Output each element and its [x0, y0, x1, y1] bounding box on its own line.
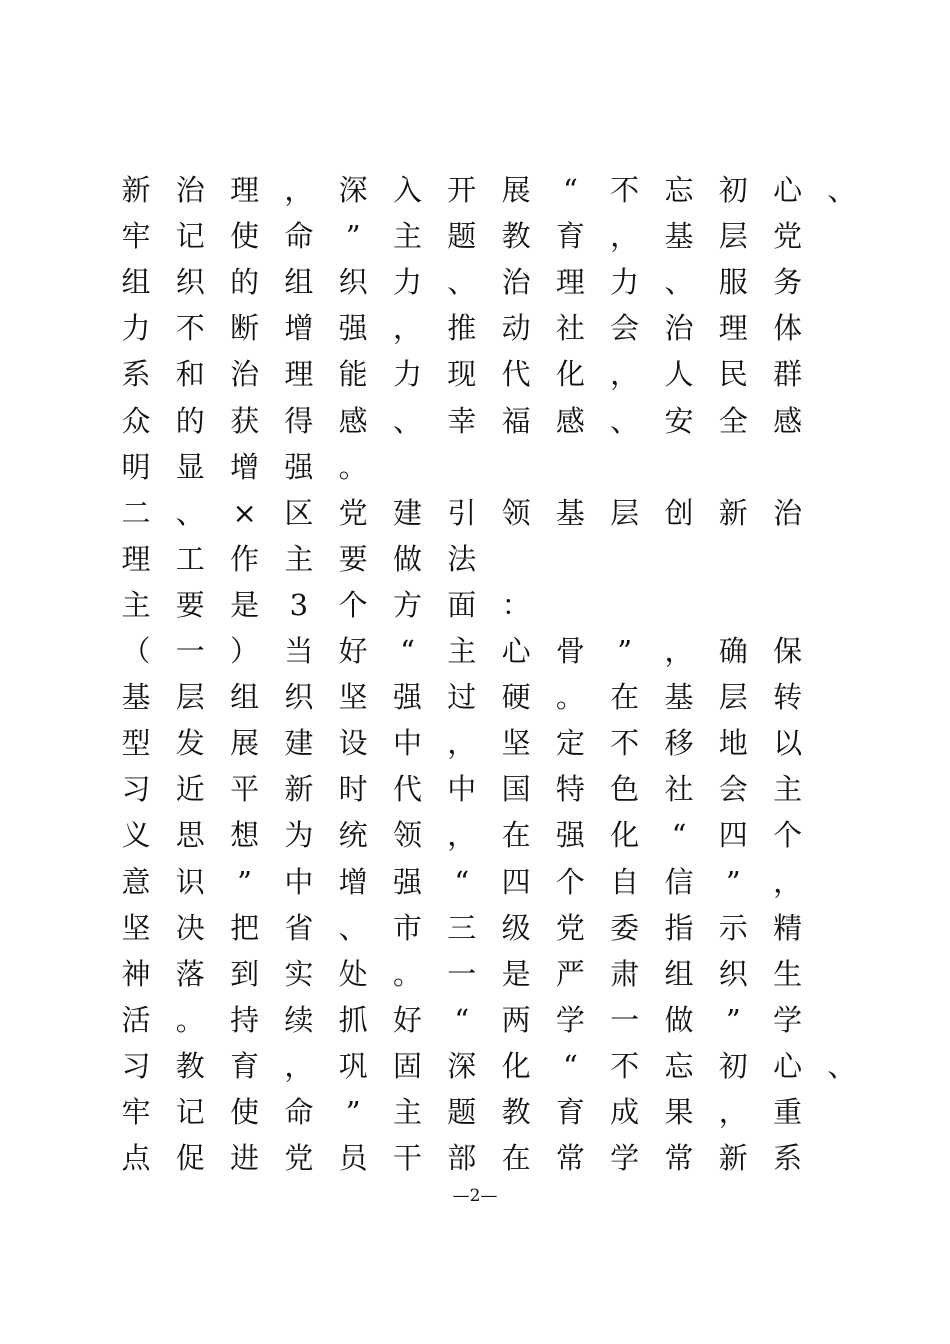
text-line	[122, 539, 862, 579]
text-char: 基	[664, 219, 694, 254]
text-char: 治	[664, 311, 694, 346]
text-char: “	[562, 173, 578, 207]
text-char: 幸	[447, 403, 477, 438]
text-char: 教	[501, 1095, 531, 1129]
text-char: 教	[175, 1048, 205, 1083]
text-char: 题	[447, 219, 477, 254]
text-line	[122, 769, 862, 809]
text-char: 织	[338, 265, 368, 300]
text-char: 代	[392, 772, 422, 807]
text-char: 力	[121, 311, 151, 346]
text-char: 层	[718, 219, 748, 254]
text-char: 主	[447, 634, 477, 668]
text-char: 学	[555, 1002, 585, 1037]
text-char: 会	[718, 772, 748, 807]
text-char: 理	[121, 541, 151, 576]
text-char: 会	[610, 311, 640, 346]
text-char: 二	[121, 495, 151, 530]
text-char: ，	[610, 219, 640, 254]
text-char: 新	[718, 495, 748, 530]
text-char: 新	[121, 173, 151, 207]
text-char: 心	[773, 1048, 803, 1083]
text-char: “	[454, 864, 470, 899]
text-char: 增	[338, 864, 368, 899]
text-char: 转	[773, 680, 803, 715]
text-char: 坚	[338, 680, 368, 715]
text-char: 深	[338, 173, 368, 207]
text-char: 推	[447, 311, 477, 346]
text-char: ，	[284, 1048, 314, 1083]
text-char: 强	[338, 311, 368, 346]
text-char: 抓	[338, 1002, 368, 1037]
text-char: 严	[555, 956, 585, 991]
text-char: 基	[555, 495, 585, 530]
text-char: 委	[610, 910, 640, 945]
text-char: 明	[121, 449, 151, 484]
text-char: 落	[175, 956, 205, 991]
text-char: 记	[175, 219, 205, 254]
text-char: 面	[447, 587, 477, 622]
text-char: （	[121, 634, 151, 668]
text-char: 定	[555, 726, 585, 761]
text-char: 层	[610, 495, 640, 530]
text-line	[122, 262, 862, 302]
text-char: 神	[121, 956, 151, 991]
text-char: 心	[501, 634, 531, 668]
text-line	[122, 677, 862, 717]
text-char: 忘	[664, 173, 694, 207]
text-char: 学	[773, 1002, 803, 1037]
text-char: 主	[121, 587, 151, 622]
text-char: 织	[718, 956, 748, 991]
text-char: 基	[121, 680, 151, 715]
text-char: 设	[338, 726, 368, 761]
text-char: 理	[718, 311, 748, 346]
text-char: 层	[718, 680, 748, 715]
text-char: 的	[175, 403, 205, 438]
text-line	[122, 1092, 862, 1132]
text-char: 理	[230, 173, 260, 207]
text-char: 不	[610, 726, 640, 761]
text-char: 活	[121, 1002, 151, 1037]
text-char: 系	[773, 1141, 803, 1176]
text-char: 续	[284, 1002, 314, 1037]
text-char: 开	[447, 173, 477, 207]
text-char: 初	[718, 1048, 748, 1083]
text-char: 党	[284, 1141, 314, 1176]
text-char: 坚	[121, 910, 151, 945]
text-char: 市	[392, 910, 422, 945]
text-char: 个	[555, 864, 585, 899]
text-char: 时	[338, 772, 368, 807]
text-char: 治	[230, 357, 260, 392]
text-char: 想	[230, 818, 260, 853]
text-char: 民	[718, 357, 748, 392]
text-char: 习	[121, 772, 151, 807]
text-char: 指	[664, 910, 694, 945]
text-char: 、	[664, 265, 694, 300]
text-line	[122, 493, 862, 533]
text-char: 重	[773, 1095, 803, 1129]
text-char: 思	[175, 818, 205, 853]
text-char: 保	[773, 634, 803, 668]
text-char: 以	[773, 726, 803, 761]
text-char: 过	[447, 680, 477, 715]
text-char: 。	[338, 449, 368, 484]
text-char: 是	[230, 587, 260, 622]
text-char: 治	[175, 173, 205, 207]
text-line	[122, 401, 862, 441]
text-char: ”	[617, 634, 633, 668]
text-char: 干	[392, 1141, 422, 1176]
text-char: 牢	[121, 219, 151, 254]
text-char: 意	[121, 864, 151, 899]
text-char: 不	[610, 173, 640, 207]
text-char: 题	[447, 1095, 477, 1129]
text-char: 感	[555, 403, 585, 438]
text-char: 使	[230, 1095, 260, 1129]
text-char: 强	[392, 680, 422, 715]
text-char: 好	[338, 634, 368, 668]
text-char: 级	[501, 910, 531, 945]
text-char: 学	[610, 1141, 640, 1176]
text-char: 化	[610, 818, 640, 853]
text-char: 要	[338, 541, 368, 576]
text-char: 在	[501, 1141, 531, 1176]
text-char: ”	[237, 864, 252, 899]
text-char: ”	[725, 1002, 741, 1037]
text-char: 人	[664, 357, 694, 392]
text-char: 全	[718, 403, 748, 438]
text-char: 众	[121, 403, 151, 438]
text-char: 、	[392, 403, 422, 438]
text-char: 中	[284, 864, 314, 899]
text-char: 体	[773, 311, 803, 346]
text-char: “	[671, 818, 687, 853]
text-char: ，	[718, 1095, 748, 1129]
text-char: 党	[338, 495, 368, 530]
text-char: 信	[664, 864, 694, 899]
text-char: 发	[175, 726, 205, 761]
text-char: 现	[447, 357, 477, 392]
text-char: 主	[392, 219, 422, 254]
text-line	[122, 308, 862, 348]
text-char: 感	[773, 403, 803, 438]
text-char: 、	[827, 1048, 857, 1083]
text-line	[122, 954, 862, 994]
text-char: 统	[338, 818, 368, 853]
text-char: 两	[501, 1002, 531, 1037]
text-char: 主	[284, 541, 314, 576]
text-char: 党	[555, 910, 585, 945]
text-char: 肃	[610, 956, 640, 991]
text-char: 育	[555, 219, 585, 254]
text-char: 在	[501, 818, 531, 853]
text-char: ”	[345, 219, 361, 254]
text-line	[122, 1000, 862, 1040]
text-line	[122, 170, 862, 210]
text-char: 3	[289, 587, 309, 622]
text-line	[122, 585, 862, 625]
text-char: 色	[610, 772, 640, 807]
text-char: 理	[284, 357, 314, 392]
text-char: 织	[175, 265, 205, 300]
text-char: 、	[827, 173, 857, 207]
text-char: 国	[501, 772, 531, 807]
text-char: 要	[175, 587, 205, 622]
text-char: ”	[345, 1095, 361, 1129]
text-char: 把	[230, 910, 260, 945]
text-char: 。	[175, 1002, 205, 1037]
text-line	[122, 216, 862, 256]
text-char: 社	[664, 772, 694, 807]
text-char: 的	[230, 265, 260, 300]
text-char: 四	[501, 864, 531, 899]
text-char: 个	[773, 818, 803, 853]
text-char: 在	[610, 680, 640, 715]
text-char: 。	[555, 680, 585, 715]
text-char: ：	[501, 587, 531, 622]
text-char: 命	[284, 219, 314, 254]
text-char: 一	[175, 634, 205, 668]
text-char: 群	[773, 357, 803, 392]
text-char: 确	[718, 634, 748, 668]
text-char: 实	[284, 956, 314, 991]
text-char: 个	[338, 587, 368, 622]
text-char: 骨	[555, 634, 585, 668]
text-char: 做	[392, 541, 422, 576]
text-char: 。	[392, 956, 422, 991]
text-char: 强	[555, 818, 585, 853]
text-char: 系	[121, 357, 151, 392]
text-char: ）	[230, 634, 260, 668]
text-char: 党	[773, 219, 803, 254]
text-char: 展	[230, 726, 260, 761]
text-char: 工	[175, 541, 205, 576]
text-char: 习	[121, 1048, 151, 1083]
text-char: 初	[718, 173, 748, 207]
text-char: 心	[773, 173, 803, 207]
text-char: ×	[232, 495, 257, 530]
text-char: 育	[230, 1048, 260, 1083]
text-char: 、	[447, 265, 477, 300]
text-char: 四	[718, 818, 748, 853]
text-char: 力	[610, 265, 640, 300]
text-char: 和	[175, 357, 205, 392]
text-char: 一	[610, 1002, 640, 1037]
text-char: 平	[230, 772, 260, 807]
text-char: 组	[284, 265, 314, 300]
text-line	[122, 908, 862, 948]
text-char: 主	[392, 1095, 422, 1129]
text-char: 进	[230, 1141, 260, 1176]
text-char: 力	[392, 357, 422, 392]
text-char: 化	[555, 357, 585, 392]
text-char: 固	[392, 1048, 422, 1083]
text-char: 方	[392, 587, 422, 622]
text-char: 示	[718, 910, 748, 945]
text-char: 精	[773, 910, 803, 945]
text-char: 处	[338, 956, 368, 991]
text-char: 断	[230, 311, 260, 346]
text-char: 深	[447, 1048, 477, 1083]
text-char: 果	[664, 1095, 694, 1129]
text-char: 组	[121, 265, 151, 300]
text-char: 教	[501, 219, 531, 254]
text-char: 展	[501, 173, 531, 207]
text-char: 为	[284, 818, 314, 853]
text-char: 决	[175, 910, 205, 945]
text-char: 治	[501, 265, 531, 300]
text-char: 服	[718, 265, 748, 300]
text-char: 当	[284, 634, 314, 668]
text-char: 动	[501, 311, 531, 346]
text-char: 巩	[338, 1048, 368, 1083]
text-char: 特	[555, 772, 585, 807]
text-char: 牢	[121, 1095, 151, 1129]
text-char: 理	[555, 265, 585, 300]
text-char: 忘	[664, 1048, 694, 1083]
text-char: 安	[664, 403, 694, 438]
text-line	[122, 631, 862, 671]
text-char: 建	[284, 726, 314, 761]
text-char: 区	[284, 495, 314, 530]
text-char: 省	[284, 910, 314, 945]
text-char: 、	[338, 910, 368, 945]
text-char: 常	[664, 1141, 694, 1176]
text-char: 型	[121, 726, 151, 761]
text-char: 务	[773, 265, 803, 300]
text-char: 组	[664, 956, 694, 991]
text-char: 福	[501, 403, 531, 438]
text-line	[122, 1138, 862, 1178]
text-char: 新	[284, 772, 314, 807]
text-char: 织	[284, 680, 314, 715]
text-char: 是	[501, 956, 531, 991]
text-char: 坚	[501, 726, 531, 761]
text-char: 命	[284, 1095, 314, 1129]
text-char: 、	[610, 403, 640, 438]
text-char: ，	[447, 818, 477, 853]
text-char: 中	[392, 726, 422, 761]
text-char: 作	[230, 541, 260, 576]
text-char: 识	[175, 864, 205, 899]
text-char: 地	[718, 726, 748, 761]
text-char: ”	[725, 864, 741, 899]
text-char: 化	[501, 1048, 531, 1083]
text-char: 做	[664, 1002, 694, 1037]
text-char: 感	[338, 403, 368, 438]
text-char: ，	[610, 357, 640, 392]
text-line	[122, 723, 862, 763]
page-number: —2—	[452, 1186, 498, 1206]
text-line	[122, 815, 862, 855]
text-char: 成	[610, 1095, 640, 1129]
text-char: 引	[447, 495, 477, 530]
text-char: 强	[392, 864, 422, 899]
text-char: ，	[284, 173, 314, 207]
text-char: 领	[392, 818, 422, 853]
text-char: 增	[284, 311, 314, 346]
text-char: 使	[230, 219, 260, 254]
text-char: 层	[175, 680, 205, 715]
text-char: 常	[555, 1141, 585, 1176]
text-char: 到	[230, 956, 260, 991]
text-char: 点	[121, 1141, 151, 1176]
text-char: “	[400, 634, 415, 668]
text-char: 近	[175, 772, 205, 807]
text-char: 得	[284, 403, 314, 438]
text-char: 自	[610, 864, 640, 899]
text-char: 一	[447, 956, 477, 991]
text-char: 部	[447, 1141, 477, 1176]
text-char: “	[454, 1002, 470, 1037]
text-char: 不	[175, 311, 205, 346]
text-char: 促	[175, 1141, 205, 1176]
text-char: 法	[447, 541, 477, 576]
text-char: 育	[555, 1095, 585, 1129]
text-char: 好	[392, 1002, 422, 1037]
text-char: 获	[230, 403, 260, 438]
text-line	[122, 862, 862, 902]
text-char: 创	[664, 495, 694, 530]
text-char: 新	[718, 1141, 748, 1176]
text-char: “	[562, 1048, 578, 1083]
text-char: 增	[230, 449, 260, 484]
text-char: 入	[392, 173, 422, 207]
text-char: 显	[175, 449, 205, 484]
text-char: 强	[284, 449, 314, 484]
text-char: ，	[447, 726, 477, 761]
text-line	[122, 447, 862, 487]
text-char: 记	[175, 1095, 205, 1129]
text-char: 持	[230, 1002, 260, 1037]
text-char: 组	[230, 680, 260, 715]
text-char: 、	[175, 495, 205, 530]
text-char: 建	[392, 495, 422, 530]
text-char: 生	[773, 956, 803, 991]
text-char: 员	[338, 1141, 368, 1176]
text-char: 不	[610, 1048, 640, 1083]
text-char: 能	[338, 357, 368, 392]
text-char: 社	[555, 311, 585, 346]
text-char: 三	[447, 910, 477, 945]
text-char: 领	[501, 495, 531, 530]
text-char: 主	[773, 772, 803, 807]
text-char: 代	[501, 357, 531, 392]
text-char: 基	[664, 680, 694, 715]
text-line	[122, 354, 862, 394]
text-line	[122, 1046, 862, 1086]
text-char: ，	[392, 311, 422, 346]
text-char: 义	[121, 818, 151, 853]
text-char: ，	[664, 634, 694, 668]
text-char: 力	[392, 265, 422, 300]
text-char: 中	[447, 772, 477, 807]
text-char: ，	[773, 864, 803, 899]
text-char: 硬	[501, 680, 531, 715]
text-char: 治	[773, 495, 803, 530]
text-char: 移	[664, 726, 694, 761]
